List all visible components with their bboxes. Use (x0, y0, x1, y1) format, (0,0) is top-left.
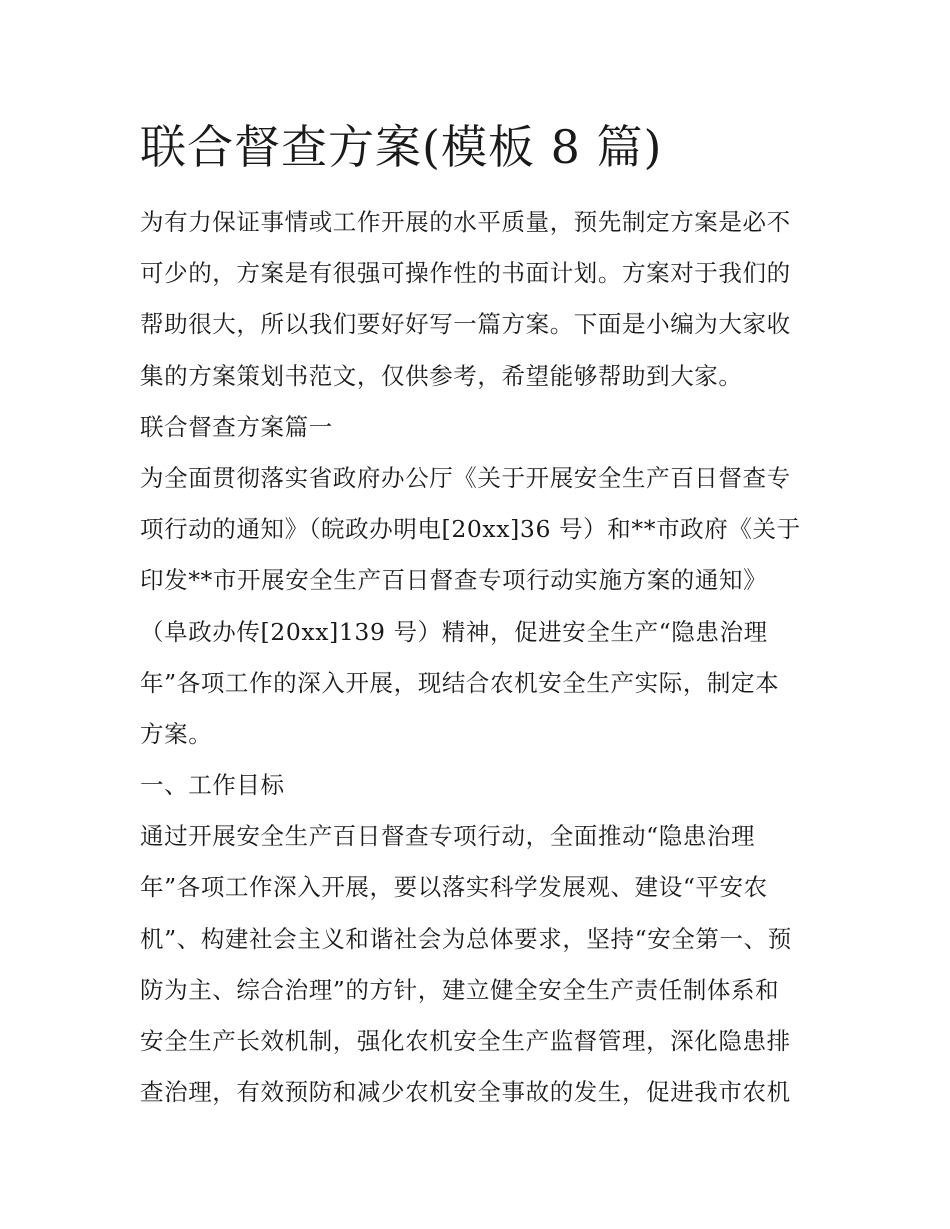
paragraph-line: 机”、构建社会主义和谐社会为总体要求，坚持“安全第一、预 (140, 924, 792, 953)
paragraph-line: 可少的，方案是有很强可操作性的书面计划。方案对于我们的 (140, 259, 791, 288)
paragraph-line: 防为主、综合治理”的方针，建立健全安全生产责任制体系和 (140, 975, 780, 1004)
paragraph-line: （阜政办传[20xx]139 号）精神，促进安全生产“隐患治理 (140, 617, 768, 646)
document-title: 联合督查方案(模板 8 篇) (140, 120, 663, 174)
paragraph-line: 项行动的通知》（皖政办明电[20xx]36 号）和**市政府《关于 (140, 515, 801, 544)
paragraph-line: 为有力保证事情或工作开展的水平质量，预先制定方案是必不 (140, 208, 791, 236)
section-heading: 联合督查方案篇一 (140, 412, 333, 441)
paragraph-line: 查治理，有效预防和减少农机安全事故的发生，促进我市农机 (140, 1078, 791, 1107)
paragraph-line: 印发**市开展安全生产百日督查专项行动实施方案的通知》 (140, 566, 768, 595)
paragraph-line: 安全生产长效机制，强化农机安全生产监督管理，深化隐患排 (140, 1027, 791, 1055)
paragraph-line: 通过开展安全生产百日督查专项行动，全面推动“隐患治理 (140, 822, 756, 851)
paragraph-line: 年”各项工作的深入开展，现结合农机安全生产实际，制定本 (140, 668, 780, 697)
paragraph-line: 方案。 (140, 719, 213, 748)
paragraph-line: 为全面贯彻落实省政府办公厅《关于开展安全生产百日督查专 (140, 463, 791, 492)
paragraph-line: 帮助很大，所以我们要好好写一篇方案。下面是小编为大家收 (140, 310, 791, 339)
section-heading: 一、工作目标 (140, 771, 285, 800)
document-body (140, 197, 830, 1118)
paragraph-line: 年”各项工作深入开展，要以落实科学发展观、建设“平安农 (140, 873, 768, 902)
paragraph-line: 集的方案策划书范文，仅供参考，希望能够帮助到大家。 (140, 361, 743, 390)
